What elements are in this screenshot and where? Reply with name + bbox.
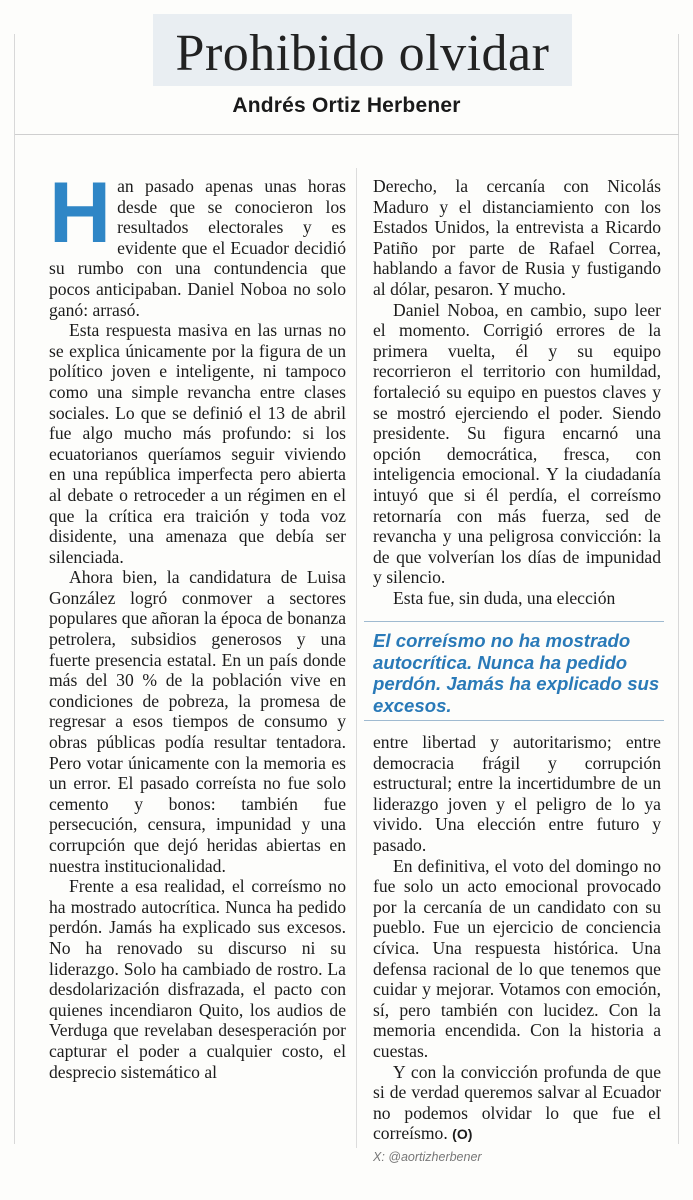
column-divider	[356, 168, 357, 1148]
left-border	[14, 34, 15, 1144]
title-box	[153, 14, 572, 86]
author-byline: Andrés Ortiz Herbener	[232, 94, 461, 117]
pullquote: El correísmo no ha mostrado autocrítica. Nunca ha pedido perdón. Jamás ha explicado sus excesos.	[373, 630, 660, 716]
paragraph: Esta respuesta masiva en las urnas no se explica únicamente por la figura de un político joven e inteligente, ni tampoco como una simple revancha entre clases sociales. Lo que se definió el 13 de abril fue algo mucho más profundo: si los ecuatorianos queríamos seguir viviendo en una república imperfecta pero abierta al debate o retroceder a un régimen en el que la crítica era traición y toda voz disidente, una amenaza que debía ser silenciada.	[49, 320, 346, 567]
right-border	[678, 34, 679, 1144]
column-right-bottom	[373, 732, 661, 1145]
drop-cap: H	[49, 165, 112, 261]
paragraph: Ahora bien, la candidatura de Luisa González logró conmover a sectores populares que añoran la época de bonanza petrolera, subsidios generosos y una fuerte presencia estatal. En un país donde más del 30 % de la población vive en condiciones de pobreza, la promesa de regresar a esos tiempos de consumo y obras públicas podía resultar tentadora. Pero votar únicamente con la memoria es un error. El pasado correísta no fue solo cemento y bonos: también fue persecución, censura, impunidad y una corrupción que dejó heridas abiertas en nuestra institucionalidad.	[49, 567, 346, 876]
header-divider	[15, 134, 679, 135]
paragraph-continued: entre libertad y autoritarismo; entre democracia frágil y corrupción estructural; entre la incertidumbre de un liderazgo joven y el peligro de lo ya vivido. Una elección entre futuro y pasado.	[373, 732, 661, 855]
paragraph: Frente a esa realidad, el correísmo no ha mostrado autocrítica. Nunca ha pedido perdón. Jamás ha explicado sus excesos. No ha renovado su discurso ni su liderazgo. Solo ha cambiado de rostro. La desdolarización disfrazada, el pacto con quienes incendiaron Quito, los audios de Verduga que revelaban desesperación por capturar el poder a cualquier costo, el desprecio sistemático al	[49, 876, 346, 1082]
author-handle: X: @aortizherbener	[373, 1150, 482, 1164]
paragraph-continued: Derecho, la cercanía con Nicolás Maduro y el distanciamiento con los Estados Unidos, la entrevista a Ricardo Patiño por parte de Rafael Correa, hablando a favor de Rusia y fustigando al dólar, pesaron. Y mucho.	[373, 176, 661, 299]
pullquote-top-rule	[364, 621, 664, 622]
paragraph: En definitiva, el voto del domingo no fue solo un acto emocional provocado por la cercanía de un candidato con su pueblo. Fue un ejercicio de conciencia cívica. Una respuesta histórica. Una defensa racional de lo que tenemos que cuidar y mejorar. Votamos con emoción, sí, pero también con lucidez. Con la memoria encendida. Con la historia a cuestas.	[373, 855, 661, 1061]
paragraph: Daniel Noboa, en cambio, supo leer el momento. Corrigió errores de la primera vuelta, él y su equipo recorrieron el territorio con humildad, fortaleció su equipo en puestos claves y se mostró ejerciendo el poder. Siendo presidente. Su figura encarnó una opción democrática, fresca, con inteligencia emocional. Y la ciudadanía intuyó que si él perdía, el correísmo retornaría con más fuerza, sed de revancha y una peligrosa convicción: la de que volverían los días de impunidad y silencio.	[373, 299, 661, 588]
paragraph-final: Y con la convicción profunda de que si de verdad queremos salvar al Ecuador no podemos olvidar lo que fue el correísmo. (O)	[373, 1061, 661, 1144]
end-mark: (O)	[452, 1126, 473, 1143]
article-title: Prohibido olvidar	[175, 25, 550, 82]
column-right-top	[373, 176, 661, 608]
paragraph: Esta fue, sin duda, una elección	[393, 587, 616, 608]
pullquote-bottom-rule	[364, 720, 664, 721]
paragraph-1: Han pasado apenas unas horas desde que se conocieron los resultados electorales y es evidente que el Ecuador decidió su rumbo con una contundencia que pocos anticipaban. Daniel Noboa no solo ganó: arrasó.	[49, 165, 346, 320]
column-left	[49, 165, 346, 1082]
